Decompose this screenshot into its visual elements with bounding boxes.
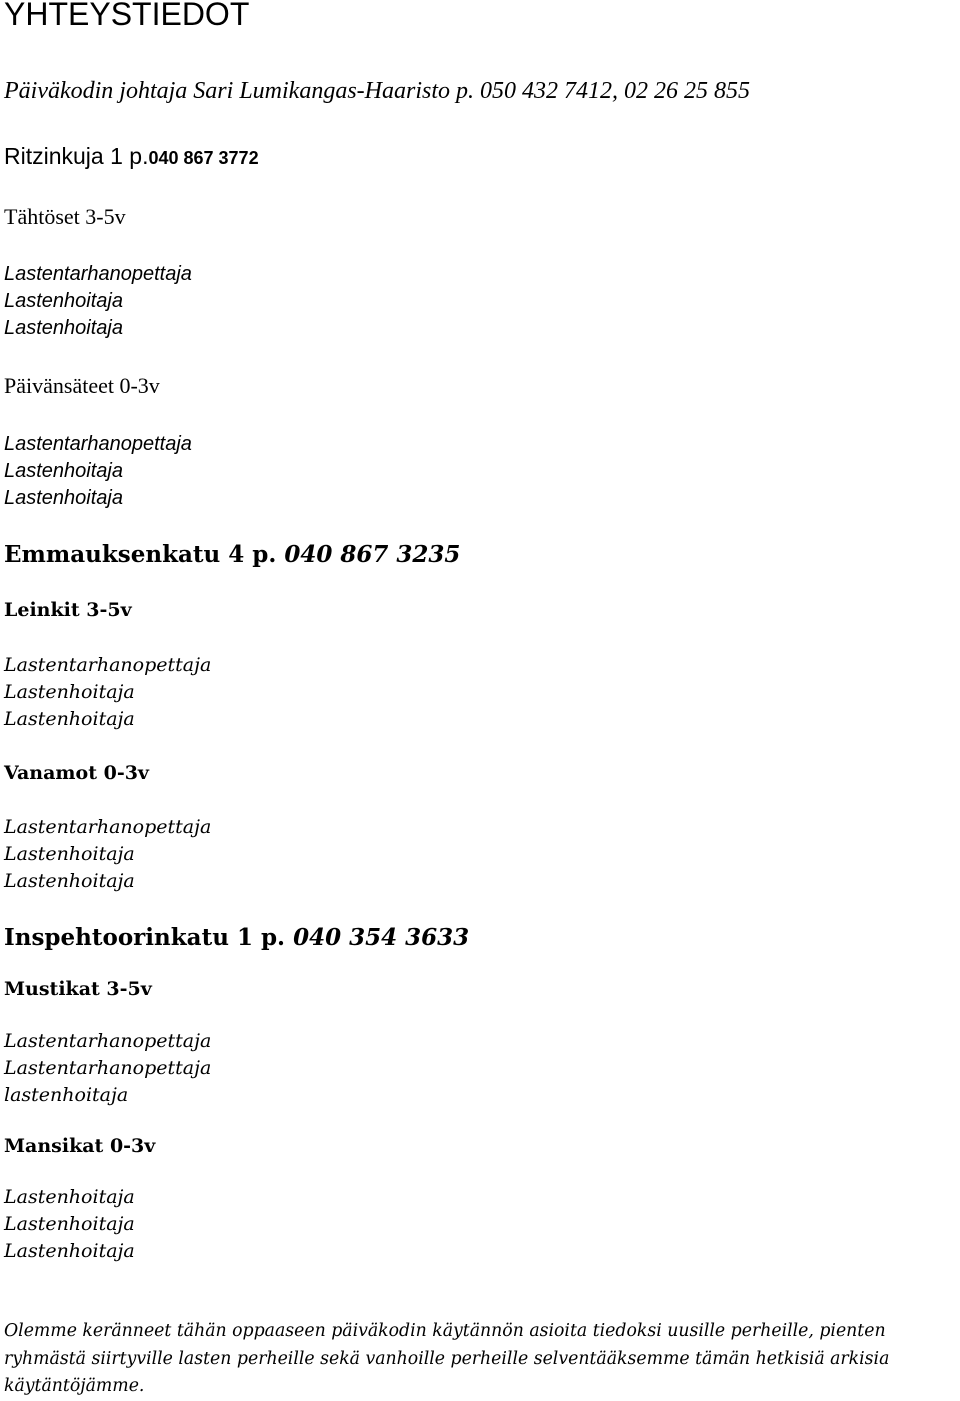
staff-item: Lastenhoitaja <box>4 317 123 339</box>
location-street: Emmauksenkatu 4 p. <box>4 541 277 568</box>
staff-item: Lastenhoitaja <box>4 487 123 509</box>
group-name: Mustikat 3-5v <box>4 978 152 1000</box>
location-street: Inspehtoorinkatu 1 p. <box>4 924 286 951</box>
staff-item: Lastentarhanopettaja <box>4 433 192 455</box>
staff-item: Lastenhoitaja <box>4 1240 135 1262</box>
staff-list <box>4 814 211 895</box>
intro-paragraph: Olemme keränneet tähän oppaaseen päiväkodin käytännön asioita tiedoksi uusille perheille, pienten ryhmästä siirtyville lasten perheille sekä vanhoille perheille selventääksemme tämän hetkisiä arkisia käytäntöjämme. <box>4 1321 890 1396</box>
group-name: Mansikat 0-3v <box>4 1135 156 1157</box>
staff-list <box>4 1028 211 1109</box>
staff-list <box>4 1184 135 1265</box>
group-name: Leinkit 3-5v <box>4 599 132 621</box>
director-contact: Päiväkodin johtaja Sari Lumikangas-Haaristo p. 050 432 7412, 02 26 25 855 <box>4 78 750 104</box>
group-name: Päivänsäteet 0-3v <box>4 373 160 398</box>
staff-item: lastenhoitaja <box>4 1084 129 1106</box>
location-phone: 040 867 3772 <box>148 148 259 168</box>
group-name: Tähtöset 3-5v <box>4 204 126 229</box>
staff-list <box>4 431 192 512</box>
staff-item: Lastenhoitaja <box>4 870 135 892</box>
staff-item: Lastentarhanopettaja <box>4 1057 212 1079</box>
staff-item: Lastenhoitaja <box>4 290 123 312</box>
page-title: YHTEYSTIEDOT <box>4 0 250 32</box>
staff-item: Lastentarhanopettaja <box>4 263 192 285</box>
staff-list <box>4 652 211 733</box>
location-inspehtoorinkatu-heading <box>4 922 469 954</box>
group-name: Vanamot 0-3v <box>4 762 149 784</box>
staff-item: Lastenhoitaja <box>4 843 135 865</box>
staff-item: Lastenhoitaja <box>4 1213 135 1235</box>
staff-list <box>4 261 192 342</box>
staff-item: Lastentarhanopettaja <box>4 654 212 676</box>
staff-item: Lastenhoitaja <box>4 460 123 482</box>
location-emmauksenkatu-heading <box>4 539 460 571</box>
location-phone: 040 867 3235 <box>284 541 461 568</box>
staff-item: Lastenhoitaja <box>4 1186 135 1208</box>
location-ritzinkuja-heading <box>4 141 259 175</box>
staff-item: Lastenhoitaja <box>4 708 135 730</box>
staff-item: Lastentarhanopettaja <box>4 1030 212 1052</box>
staff-item: Lastenhoitaja <box>4 681 135 703</box>
staff-item: Lastentarhanopettaja <box>4 816 212 838</box>
location-street: Ritzinkuja 1 p. <box>4 143 149 169</box>
location-phone: 040 354 3633 <box>293 924 470 951</box>
